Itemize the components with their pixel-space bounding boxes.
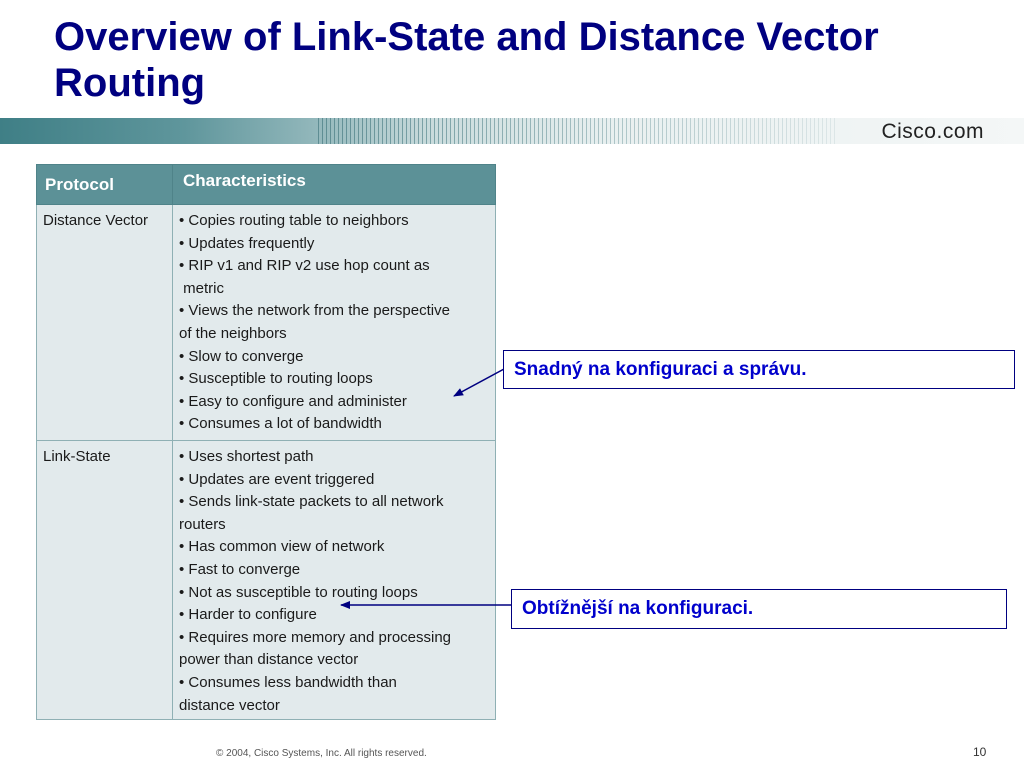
list-item: • Consumes a lot of bandwidth — [179, 415, 382, 433]
list-item: • Copies routing table to neighbors — [179, 212, 409, 229]
list-item: • Consumes less bandwidth than distance vector — [179, 673, 397, 714]
list-item: • Not as susceptible to routing loops — [179, 583, 418, 601]
protocol-cell: Link-State — [37, 441, 173, 720]
header-characteristics: Characteristics — [173, 165, 496, 205]
list-item: • Updates frequently — [179, 234, 315, 252]
header-protocol: Protocol — [37, 165, 173, 205]
list-item: • Updates are event triggered — [179, 470, 375, 488]
list-item: • Fast to converge — [179, 560, 301, 578]
list-item: • Easy to configure and administer — [179, 392, 407, 410]
brand-logo-text: Cisco.com — [881, 120, 984, 143]
list-item: • Susceptible to routing loops — [179, 370, 373, 388]
page-number: 10 — [973, 745, 987, 759]
list-item: • RIP v1 and RIP v2 use hop count as metric — [179, 257, 430, 297]
title-line-2: Routing — [54, 61, 206, 105]
title-line-1: Overview of Link-State and Distance Vector — [54, 15, 879, 59]
arrow-easy-to-configure — [454, 369, 504, 396]
list-item: • Has common view of network — [179, 538, 385, 556]
protocol-cell: Distance Vector — [37, 205, 173, 441]
callout-harder-to-configure: Obtížnější na konfiguraci. — [511, 589, 1007, 629]
copyright-footer: © 2004, Cisco Systems, Inc. All rights reserved. — [216, 748, 427, 759]
list-item: • Requires more memory and processing power than distance vector — [179, 628, 452, 669]
callout-easy-to-configure: Snadný na konfiguraci a správu. — [503, 350, 1015, 389]
list-item: • Sends link-state packets to all network routers — [179, 493, 444, 533]
list-item: • Uses shortest path — [179, 448, 314, 465]
list-item: • Views the network from the perspective of the neighbors — [179, 302, 450, 342]
list-item: • Slow to converge — [179, 347, 304, 365]
list-item: • Harder to configure — [179, 606, 317, 624]
